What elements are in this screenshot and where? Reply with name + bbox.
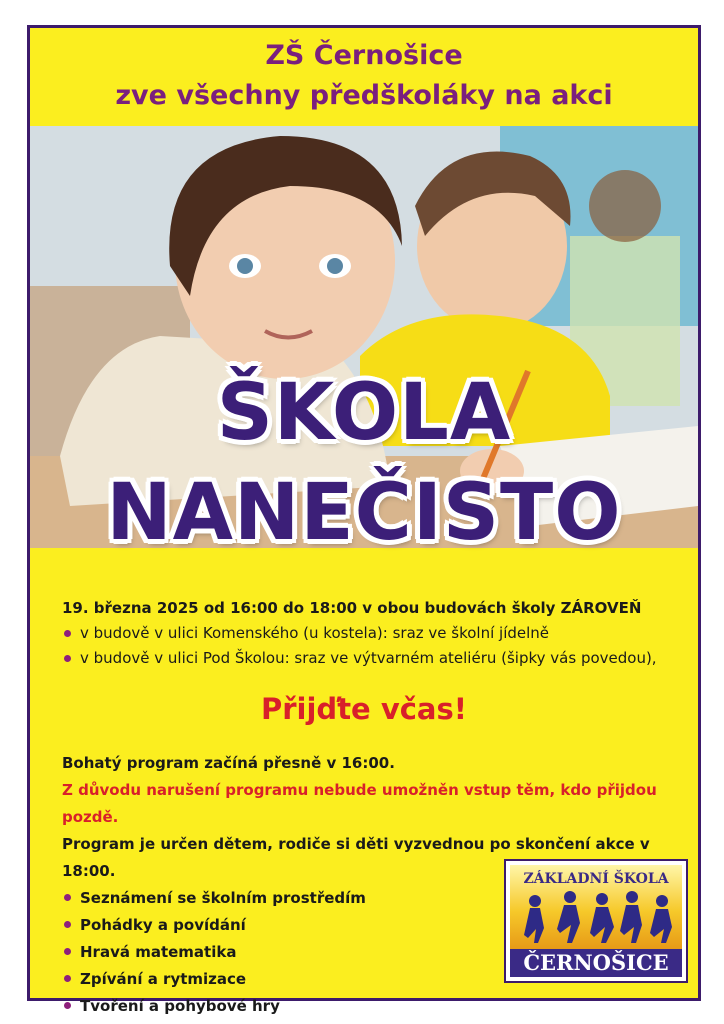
program-item: Tvoření a pohybové hry [62,993,702,1020]
program-start: Bohatý program začíná přesně v 16:00. [62,754,395,772]
event-date: 19. března 2025 od 16:00 do 18:00 v obou budovách školy ZÁROVEŇ [62,599,642,617]
program-item: Hravá matematika [62,939,702,966]
program-item: Seznámení se školním prostředím [62,885,702,912]
logo-top-text: ZÁKLADNÍ ŠKOLA [523,871,669,887]
location-item: v budově v ulici Komenského (u kostela): sraz ve školní jídelně [62,621,682,646]
call-to-action: Přijďte včas! [261,692,467,726]
program-item: Zpívání a rytmizace [62,966,702,993]
location-item: v budově v ulici Pod Školou: sraz ve výtvarném ateliéru (šipky vás povedou), [62,646,682,671]
title-line-1: ŠKOLA [216,368,512,458]
program-audience: Program je určen dětem, rodiče si děti vyzvednou po skončení akce v 18:00. [62,835,650,880]
school-logo [504,859,688,983]
program-item: Pohádky a povídání [62,912,702,939]
poster [27,25,701,1015]
late-warning: Z důvodu narušení programu nebude umožněn vstup těm, kdo přijdou pozdě. [62,781,657,826]
running-children-icon [510,883,682,949]
title-line-2: NANEČISTO [106,468,622,558]
header [30,28,698,126]
header-school-name: ZŠ Černošice [265,40,463,71]
event-info [62,596,682,671]
logo-bottom-text: ČERNOŠICE [510,949,682,977]
header-invitation: zve všechny předškoláky na akci [115,80,613,111]
